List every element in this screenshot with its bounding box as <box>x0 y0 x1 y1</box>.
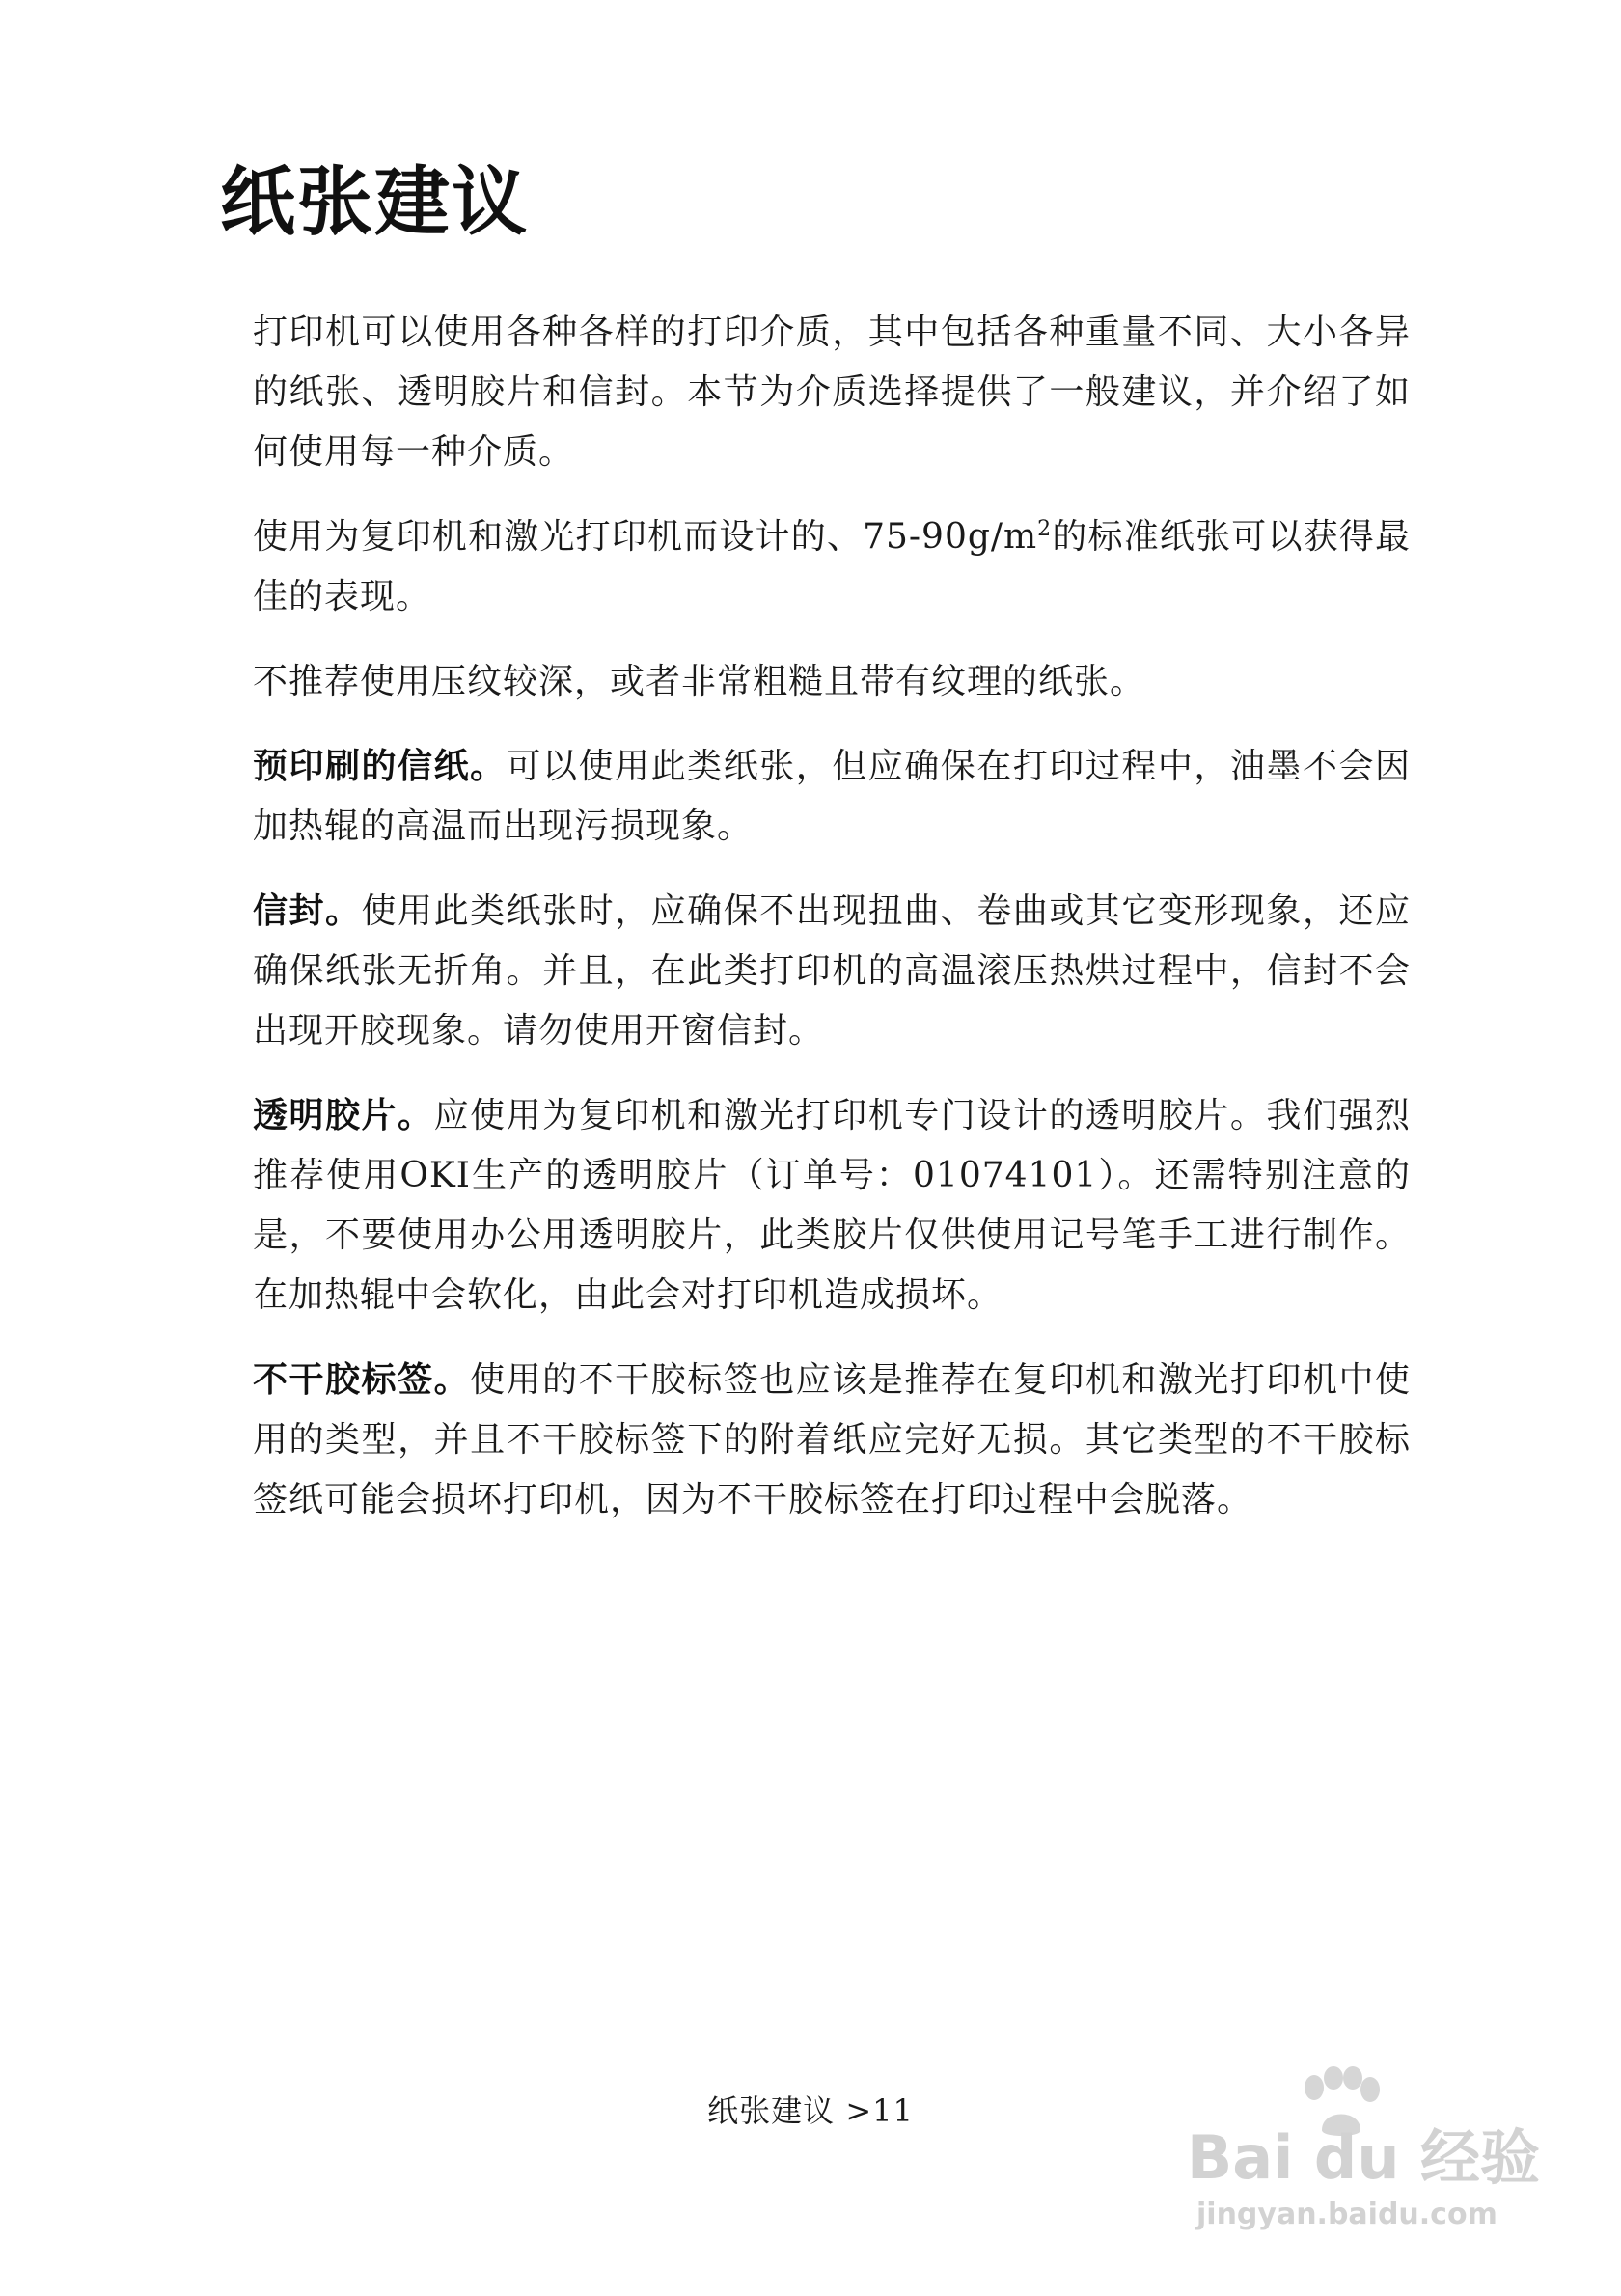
paragraph-text: 打印机可以使用各种各样的打印介质，其中包括各种重量不同、大小各异的纸张、透明胶片和信封。本节为介质选择提供了一般建议，并介绍了如何使用每一种介质。 <box>253 313 1411 472</box>
superscript-exponent: 2 <box>1037 517 1053 541</box>
paragraph-lead-heading: 预印刷的信纸。 <box>253 747 507 786</box>
labels-paragraph <box>253 1351 1411 1530</box>
paragraph-text: 可以使用此类纸张，但应确保在打印过程中，油墨不会因加热辊的高温而出现污损现象。 <box>253 747 1411 846</box>
paragraph-text-before: 使用为复印机和激光打印机而设计的、75-90g/m <box>253 517 1038 557</box>
paragraph-text: 使用此类纸张时，应确保不出现扭曲、卷曲或其它变形现象，还应确保纸张无折角。并且，在此类打印机的高温滚压热烘过程中，信封不会出现开胶现象。请勿使用开窗信封。 <box>253 891 1411 1051</box>
paragraph-text-after: 的标准纸张可以获得最佳的表现。 <box>253 517 1411 616</box>
embossed-paper-paragraph <box>253 652 1411 712</box>
preprinted-letterhead-paragraph <box>253 737 1411 857</box>
transparencies-paragraph <box>253 1086 1411 1326</box>
paragraph-text: 使用的不干胶标签也应该是推荐在复印机和激光打印机中使用的类型，并且不干胶标签下的附着纸应完好无损。其它类型的不干胶标签纸可能会损坏打印机，因为不干胶标签在打印过程中会脱落。 <box>253 1360 1411 1519</box>
page-footer: 纸张建议 >11 <box>707 2092 914 2129</box>
paragraph-text: 应使用为复印机和激光打印机专门设计的透明胶片。我们强烈推荐使用OKI生产的透明胶片（订单号：01074101）。还需特别注意的是，不要使用办公用透明胶片，此类胶片仅供使用记号笔手工进行制作。在加热辊中会软化，由此会对打印机造成损坏。 <box>253 1096 1411 1315</box>
body-text <box>253 303 1411 1555</box>
watermark-logo-text: Bai du 经验 <box>1187 2122 1541 2193</box>
paragraph-lead-heading: 不干胶标签。 <box>253 1360 471 1400</box>
paper-weight-paragraph <box>253 507 1411 627</box>
page-title: 纸张建议 <box>220 159 530 246</box>
paragraph-text: 不推荐使用压纹较深，或者非常粗糙且带有纹理的纸张。 <box>253 662 1146 701</box>
paragraph-lead-heading: 透明胶片。 <box>253 1096 434 1135</box>
baidu-jingyan-watermark <box>1187 2066 1541 2240</box>
paragraph-lead-heading: 信封。 <box>253 891 362 931</box>
envelopes-paragraph <box>253 882 1411 1061</box>
watermark-url: jingyan.baidu.com <box>1196 2198 1497 2231</box>
intro-paragraph <box>253 303 1411 482</box>
